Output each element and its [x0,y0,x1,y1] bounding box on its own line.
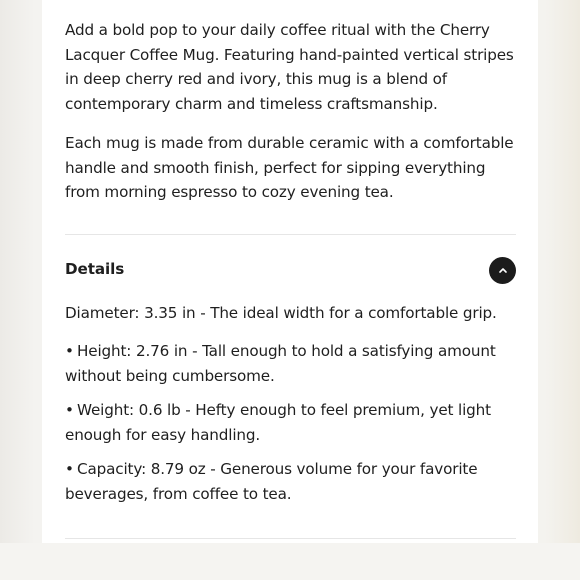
chevron-up-icon [498,267,508,274]
section-divider-bottom [65,538,516,539]
detail-height [65,339,517,389]
details-collapse-button[interactable] [489,257,516,284]
description-text [65,18,517,205]
bullet: • [65,342,74,360]
bullet: • [65,401,74,419]
product-description-panel [42,0,538,543]
section-divider [65,234,516,235]
description-paragraph-1: Add a bold pop to your daily coffee ritual with the Cherry Lacquer Coffee Mug. Featuring hand-painted vertical stripes in deep cherry red and ivory, this mug is a blend of contemporary charm and timeless craftsmanship. [65,21,514,114]
detail-capacity-text: Capacity: 8.79 oz - Generous volume for your favorite beverages, from coffee to tea. [65,460,478,503]
page-background-bottom [0,543,580,580]
bullet: • [65,460,74,478]
details-accordion-body [65,301,517,507]
detail-weight [65,398,517,448]
detail-height-text: Height: 2.76 in - Tall enough to hold a satisfying amount without being cumbersome. [65,342,496,385]
description-paragraph-2: Each mug is made from durable ceramic with a comfortable handle and smooth finish, perfect for sipping everything from morning espresso to cozy evening tea. [65,133,514,202]
detail-capacity [65,457,517,507]
detail-weight-text: Weight: 0.6 lb - Hefty enough to feel premium, yet light enough for easy handling. [65,401,491,444]
detail-diameter: Diameter: 3.35 in - The ideal width for a comfortable grip. [65,304,497,322]
details-accordion-header[interactable] [65,256,516,286]
details-title: Details [65,260,125,278]
